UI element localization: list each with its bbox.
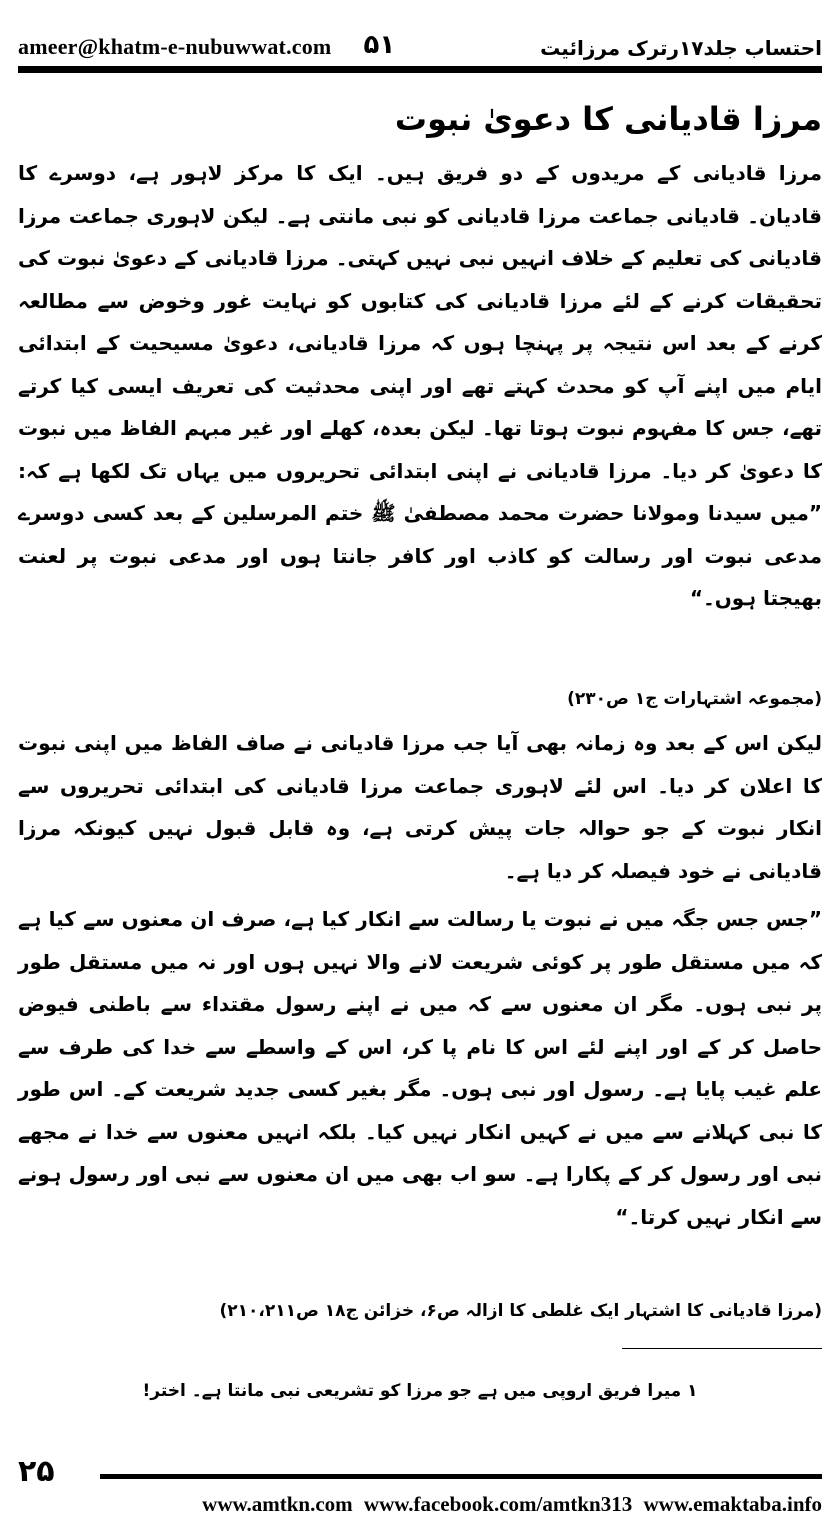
section-title: مرزا قادیانی کا دعویٰ نبوت xyxy=(394,100,822,138)
footer-links xyxy=(120,1492,822,1517)
footer-rule xyxy=(100,1474,822,1479)
header-book-title: احتساب جلد۱۷رترک مرزائیت xyxy=(540,36,822,60)
paragraph-1: مرزا قادیانی کے مریدوں کے دو فریق ہیں۔ ایک کا مرکز لاہور ہے، دوسرے کا قادیان۔ قادیانی جماعت مرزا قادیانی کو نبی مانتی ہے۔ لیکن لاہوری جماعت مرزا قادیانی کی تعلیم کے خلاف انہیں نبی نہیں کہتی۔ مرزا قادیانی کے دعویٰ نبوت کی تحقیقات کرنے کے لئے مرزا قادیانی کی کتابوں کو نہایت غور وخوض سے مطالعہ کرنے کے بعد اس نتیجہ پر پہنچا ہوں کہ مرزا قادیانی، دعویٰ مسیحیت کے ابتدائی ایام میں اپنے آپ کو محدث کہتے تھے اور اپنی محدثیت کی تعریف ایسی کیا کرتے تھے، جس کا مفہوم نبوت ہوتا تھا۔ لیکن بعدہ، کھلے اور غیر مبہم الفاظ میں نبوت کا دعویٰ کر دیا۔ مرزا قادیانی نے اپنی ابتدائی تحریروں میں یہاں تک لکھا ہے کہ: ”میں سیدنا ومولانا حضرت محمد مصطفیٰ ﷺ ختم المرسلین کے بعد کسی دوسرے مدعی نبوت اور رسالت کو کاذب اور کافر جانتا ہوں اور مدعی نبوت پر لعنت بھیجتا ہوں۔“ xyxy=(18,161,822,610)
reference-2: (مرزا قادیانی کا اشتہار ایک غلطی کا ازالہ ص۶، خزائن ج۱۸ ص۲۱۰،۲۱۱) xyxy=(219,1301,822,1321)
header-left xyxy=(18,30,395,60)
header-rule xyxy=(18,66,822,73)
footer-link-amtkn[interactable]: www.amtkn.com xyxy=(202,1492,353,1516)
footer-page-number: ۲۵ xyxy=(18,1454,55,1489)
footer-link-emaktaba[interactable]: www.emaktaba.info xyxy=(643,1492,822,1516)
footnote-rule xyxy=(622,1348,822,1349)
paragraph-2: لیکن اس کے بعد وہ زمانہ بھی آیا جب مرزا قادیانی نے صاف الفاظ میں اپنی نبوت کا اعلان کر دیا۔ اس لئے لاہوری جماعت مرزا قادیانی کی ابتدائی تحریروں سے انکار نبوت کے جو حوالہ جات پیش کرتی ہے، وہ قابل قبول نہیں کیونکہ مرزا قادیانی نے خود فیصلہ کر دیا ہے۔ xyxy=(18,731,822,883)
reference-1: (مجموعہ اشتہارات ج۱ ص۲۳۰) xyxy=(567,689,822,709)
header-page-number: ۵۱ xyxy=(363,30,396,60)
paragraph-3-quote: ”جس جس جگہ میں نے نبوت یا رسالت سے انکار کیا ہے، صرف ان معنوں سے کیا ہے کہ میں مستقل طور پر کوئی شریعت لانے والا نہیں ہوں اور نہ میں مستقل طور پر نبی ہوں۔ مگر ان معنوں سے کہ میں نے اپنے رسول مقتداء سے باطنی فیوض حاصل کر کے اور اپنے لئے اس کا نام پا کر، اس کے واسطے سے خدا کی طرف سے علم غیب پایا ہے۔ رسول اور نبی ہوں۔ مگر بغیر کسی جدید شریعت کے۔ اس طور کا نبی کہلانے سے میں نے کہیں انکار نہیں کیا۔ بلکہ انہیں معنوں سے خدا نے مجھے نبی اور رسول کر کے پکارا ہے۔ سو اب بھی میں ان معنوں سے نبی اور رسول ہونے سے انکار نہیں کرتا۔“ xyxy=(18,907,822,1229)
footnote: ۱ میرا فریق اروپی میں ہے جو مرزا کو تشریعی نبی مانتا ہے۔ اختر! xyxy=(142,1381,698,1401)
footer-link-facebook[interactable]: www.facebook.com/amtkn313 xyxy=(363,1492,633,1516)
page-header xyxy=(18,18,822,60)
header-email: ameer@khatm-e-nubuwwat.com xyxy=(18,34,332,59)
